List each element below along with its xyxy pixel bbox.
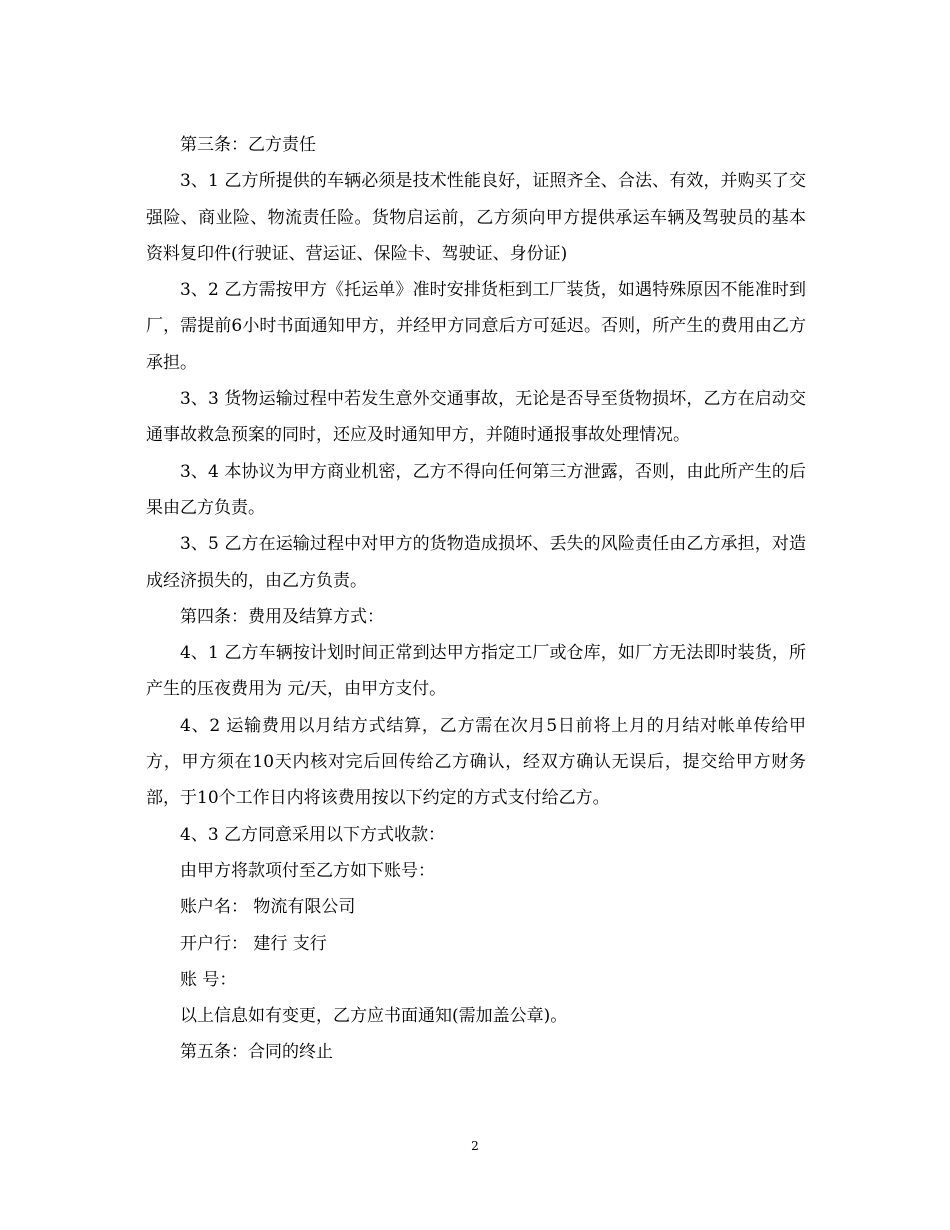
account-number: 账 号： (180, 969, 237, 990)
clause-3-3: 3、3 货物运输过程中若发生意外交通事故，无论是否导至货物损坏，乙方在启动交通事故救急预案的同时，还应及时通知甲方，并随时通报事故处理情况。 (146, 389, 806, 446)
clause-3-4: 3、4 本协议为甲方商业机密，乙方不得向任何第三方泄露，否则，由此所产生的后果由乙方负责。 (146, 461, 806, 518)
clause-3-5: 3、5 乙方在运输过程中对甲方的货物造成损坏、丢失的风险责任由乙方承担，对造成经济损失的，由乙方负责。 (146, 534, 806, 591)
payment-instruction: 由甲方将款项付至乙方如下账号： (180, 860, 435, 881)
document-body (146, 127, 806, 1071)
clause-4-1: 4、1 乙方车辆按计划时间正常到达甲方指定工厂或仓库，如厂方无法即时装货，所产生的压夜费用为 元/天，由甲方支付。 (146, 643, 806, 700)
clause-3-2: 3、2 乙方需按甲方《托运单》准时安排货柜到工厂装货，如遇特殊原因不能准时到厂，需提前6小时书面通知甲方，并经甲方同意后方可延迟。否则，所产生的费用由乙方承担。 (146, 280, 806, 373)
clause-3-1: 3、1 乙方所提供的车辆必须是技术性能良好，证照齐全、合法、有效，并购买了交强险、商业险、物流责任险。货物启运前，乙方须向甲方提供承运车辆及驾驶员的基本资料复印件(行驶证、营运证、保险卡、驾驶证、身份证) (146, 171, 806, 264)
change-notice: 以上信息如有变更，乙方应书面通知(需加盖公章)。 (180, 1006, 568, 1027)
section-heading-article-4: 第四条：费用及结算方式： (180, 606, 384, 627)
section-heading-article-5: 第五条：合同的终止 (180, 1042, 333, 1063)
clause-4-2: 4、2 运输费用以月结方式结算，乙方需在次月5日前将上月的月结对帐单传给甲方，甲方须在10天内核对完后回传给乙方确认，经双方确认无误后，提交给甲方财务部，于10个工作日内将该费用按以下约定的方式支付给乙方。 (146, 715, 806, 809)
account-name: 账户名： 物流有限公司 (180, 897, 356, 918)
opening-bank: 开户行： 建行 支行 (180, 933, 327, 954)
page-number: 2 (471, 1139, 479, 1153)
clause-4-3: 4、3 乙方同意采用以下方式收款： (180, 824, 446, 845)
section-heading-article-3: 第三条：乙方责任 (180, 135, 316, 155)
